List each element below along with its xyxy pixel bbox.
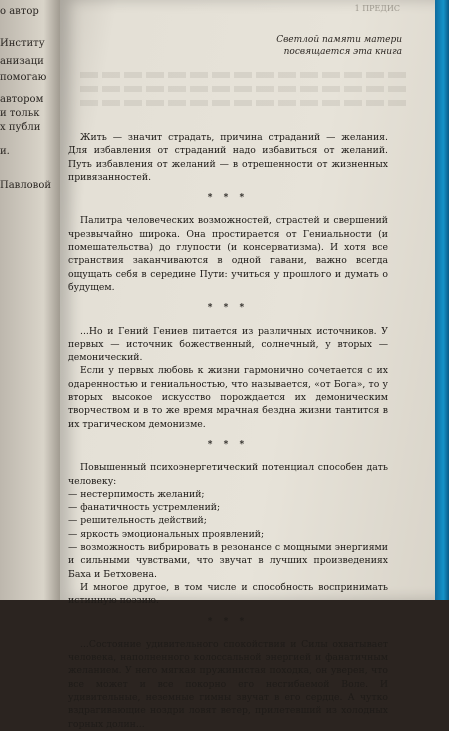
paragraph: Палитра человеческих возможностей, страстей и свершений чрезвычайно широка. Она простирается от Гениальности (и помешательства) до глупости (и консерватизма). И хотя все странствия заканчиваются в одной гавани, важно всегда ощущать себя в середине Пути: учиться у прошлого и думать о будущем.: [68, 215, 388, 293]
section-separator: * * *: [207, 616, 249, 627]
left-page-fragment: анизаци: [0, 56, 44, 67]
dedication-line: Светлой памяти матери: [276, 35, 402, 45]
dedication: [276, 34, 402, 58]
left-page-fragment: и.: [0, 146, 10, 157]
book-cover-edge: [435, 0, 449, 600]
show-through-text: [80, 72, 410, 78]
left-page-fragment: и тольк: [0, 108, 40, 119]
section-separator: * * *: [207, 303, 249, 314]
list-item: — яркость эмоциональных проявлений;: [68, 528, 265, 540]
paragraph: Повышенный психоэнергетический потенциал способен дать человеку:: [68, 462, 388, 487]
section-separator: * * *: [207, 439, 249, 450]
left-page-fragment: Павловой: [0, 180, 52, 191]
list-item: — решительность действий;: [68, 515, 207, 527]
show-through-text: [80, 100, 410, 106]
page-running-head: 1 ПРЕДИС: [354, 4, 400, 13]
paragraph: ...Состояние удивительного спокойствия и Силы охватывает человека, наполненного колоссальной энергией и фанатичным желанием. У него мягкая пружинистая походка, он уверен, что все может и все покорно его несгибаемой Воле. И удивительные, неземные гимны звучат в его сердце. А чутко вздрагивающие ноздри ловят ветер, прилетевший из холодных горных долин...: [68, 638, 388, 730]
paragraph: ...Но и Гений Гениев питается из различных источников. У первых — источник божественный, солнечный, у вторых — демонический.: [68, 325, 388, 364]
left-page: [0, 0, 62, 600]
left-page-fragment: Институ: [0, 38, 45, 49]
left-page-fragment: х публи: [0, 122, 41, 133]
dedication-line: посвящается эта книга: [283, 47, 402, 57]
list-item: — нестерпимость желаний;: [68, 488, 205, 500]
list-item: — фанатичность устремлений;: [68, 502, 221, 514]
left-page-fragment: автором: [0, 94, 44, 105]
paragraph: Если у первых любовь к жизни гармонично сочетается с их одаренностью и гениальностью, что называется, «от Бога», то у вторых высокое искусство порождается их демоническим творчеством и в то же время мрачная бездна жизни тантится в их трагическом демонизме.: [68, 365, 388, 430]
section-separator: * * *: [207, 193, 249, 204]
page-body: [68, 131, 388, 731]
paragraph: И многое другое, в том числе и способность воспринимать истинную поэзию.: [68, 581, 388, 607]
show-through-text: [80, 86, 410, 92]
list-item: — возможность вибрировать в резонансе с мощными энергиями и сильными чувствами, что звучат в лучших произведениях Баха и Бетховена.: [68, 542, 388, 580]
paragraph: Жить — значит страдать, причина страданий — желания. Для избавления от страданий надо избавиться от желаний. Путь избавления от желаний — в отрешенности от жизненных привязанностей.: [68, 132, 388, 183]
left-page-fragment: о автор: [0, 6, 39, 17]
left-page-fragment: помогаю: [0, 72, 47, 83]
